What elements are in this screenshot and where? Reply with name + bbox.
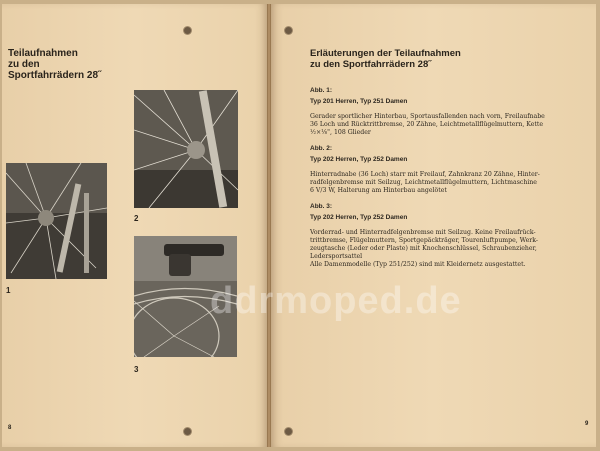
staple-hole <box>285 27 292 34</box>
section-abb-3 <box>310 203 578 269</box>
watermark: ddrmoped.de <box>210 280 462 322</box>
figure-caption: 2 <box>134 214 139 223</box>
body-line: ½×⅛", 108 Glieder <box>310 129 371 136</box>
section-abb-2 <box>310 145 578 195</box>
section-body <box>310 171 578 195</box>
title-line: Erläuterungen der Teilaufnahmen <box>310 48 461 59</box>
body-line: 36 Loch und Rücktrittbremse, 20 Zähne, Leichtmetallflügelmuttern, Kette <box>310 121 544 128</box>
staple-hole <box>285 428 292 435</box>
section-body <box>310 113 578 137</box>
body-line: 6 V/3 W, Halterung am Hinterbau angelötet <box>310 187 447 194</box>
section-label: Abb. 2: <box>310 145 333 152</box>
body-line: Hinterradnabe (36 Loch) starr mit Freilauf, Zahnkranz 20 Zähne, Hinter- <box>310 171 540 178</box>
body-line: Gerader sportlicher Hinterbau, Sportausfallenden nach vorn, Freilaufnabe <box>310 113 545 120</box>
body-line: trittbremse, Flügelmuttern, Sportgepäckträger, Tourenluftpumpe, Werk- <box>310 237 538 244</box>
section-body <box>310 229 578 269</box>
title-line: zu den Sportfahrrädern 28˝ <box>310 59 432 70</box>
photo-front-hub <box>134 90 238 208</box>
staple-hole <box>184 428 191 435</box>
title-line: Sportfahrrädern 28˝ <box>8 70 102 81</box>
photo-rear-hub <box>6 163 107 279</box>
body-line: Alle Damenmodelle (Typ 251/252) sind mit Kleidernetz ausgestattet. <box>310 261 526 268</box>
left-page-title <box>8 48 158 81</box>
title-line: Teilaufnahmen <box>8 48 78 59</box>
right-page-title <box>310 48 570 70</box>
staple-hole <box>184 27 191 34</box>
body-line: radfelgenbremse mit Seilzug, Leichtmetallflügelmuttern, Lichtmaschine <box>310 179 537 186</box>
section-label: Abb. 3: <box>310 203 333 210</box>
body-line: Vorderrad- und Hinterradfelgenbremse mit Seilzug. Keine Freilaufrück- <box>310 229 536 236</box>
section-type: Typ 202 Herren, Typ 252 Damen <box>310 214 408 221</box>
body-line: Ledersportsattel <box>310 253 363 260</box>
title-line: zu den <box>8 59 40 70</box>
book-spine <box>267 4 271 447</box>
figure-caption: 3 <box>134 365 139 374</box>
section-abb-1 <box>310 87 578 137</box>
section-type: Typ 201 Herren, Typ 251 Damen <box>310 98 408 105</box>
page-number: 9 <box>585 421 589 427</box>
body-line: zeugtasche (Leder oder Plaste) mit Knochenschlüssel, Schraubenzieher, <box>310 245 537 252</box>
page-number: 8 <box>8 425 12 431</box>
figure-caption: 1 <box>6 286 11 295</box>
section-type: Typ 202 Herren, Typ 252 Damen <box>310 156 408 163</box>
section-label: Abb. 1: <box>310 87 333 94</box>
